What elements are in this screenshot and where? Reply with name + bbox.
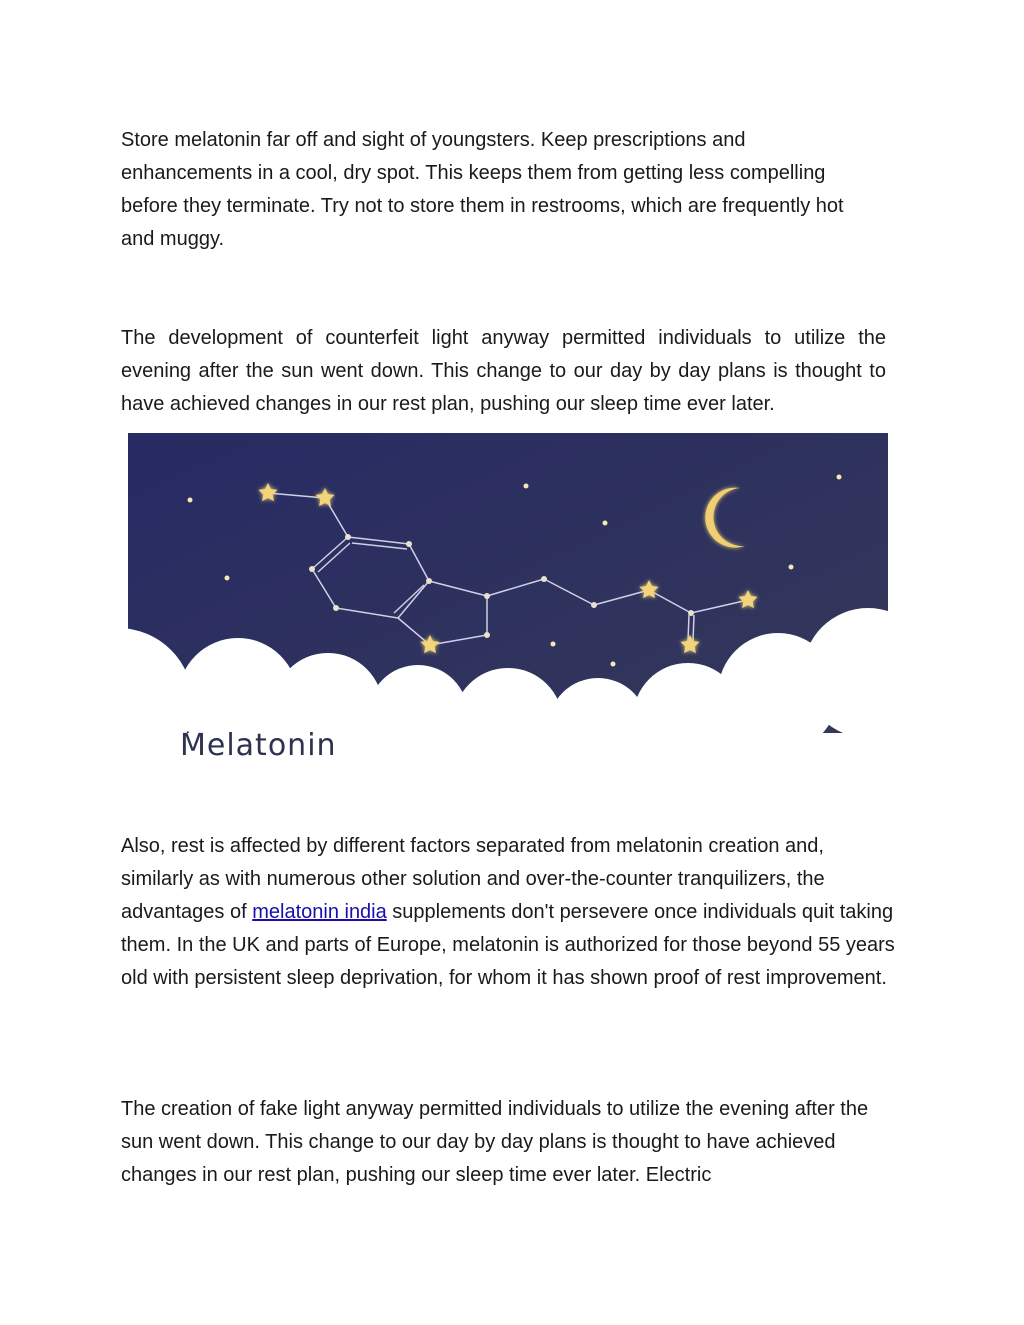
melatonin-illustration <box>128 433 888 798</box>
paragraph-rest-factors-start: Also, rest is affected by different factors separated from melatonin creation and, similarly as with numerous other solution and over-the-counter tranquilizers, the advantages of <box>121 835 825 923</box>
paragraph-rest-factors <box>121 830 896 995</box>
paragraph-rest-factors-end: supplements don't persevere once individuals quit taking them. In the UK and parts of Europe, melatonin is authorized for those beyond 55 years old with persistent sleep deprivation, for whom it has shown proof of rest improvement. <box>121 901 895 989</box>
paragraph-artificial-light: The development of counterfeit light anyway permitted individuals to utilize the evening after the sun went down. This change to our day by day plans is thought to have achieved changes in our rest plan, pushing our sleep time ever later. <box>121 327 886 415</box>
melatonin-label: Melatonin <box>180 728 337 763</box>
melatonin-india-link[interactable]: melatonin india <box>252 901 387 923</box>
paragraph-storage: Store melatonin far off and sight of youngsters. Keep prescriptions and enhancements in a cool, dry spot. This keeps them from getting less compelling before they terminate. Try not to store them in restrooms, which are frequently hot and muggy. <box>121 129 844 250</box>
paragraph-fake-light: The creation of fake light anyway permitted individuals to utilize the evening after the sun went down. This change to our day by day plans is thought to have achieved changes in our rest plan, pushing our sleep time ever later. Electric <box>121 1098 869 1186</box>
